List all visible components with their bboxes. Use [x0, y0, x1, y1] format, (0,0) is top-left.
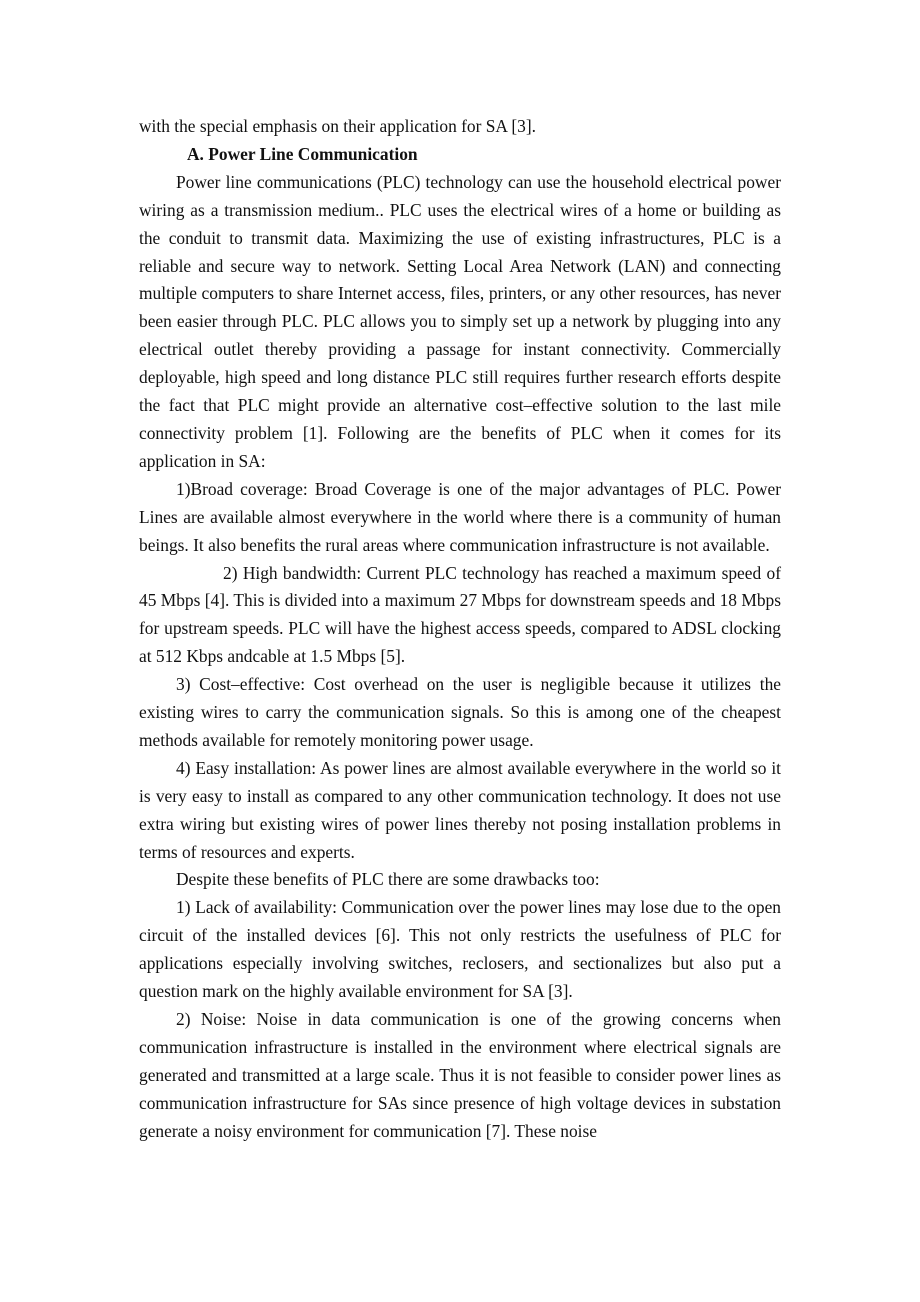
- benefit-broad-coverage: 1)Broad coverage: Broad Coverage is one of the major advantages of PLC. Power Lines are available almost everywhere in the world where there is a community of human beings. It also benefits the rural areas where communication infrastructure is not available.: [139, 478, 781, 555]
- drawbacks-intro: Despite these benefits of PLC there are some drawbacks too:: [176, 869, 600, 890]
- intro-paragraph: Power line communications (PLC) technology can use the household electrical power wiring as a transmission medium.. PLC uses the electrical wires of a home or building as the conduit to transmit data. Maximizing the use of existing infrastructures, PLC is a reliable and secure way to network. Setting Local Area Network (LAN) and connecting multiple computers to share Internet access, files, printers, or any other resources, has never been easier through PLC. PLC allows you to simply set up a network by plugging into any electrical outlet thereby providing a passage for instant connectivity. Commercially deployable, high speed and long distance PLC still requires further research efforts despite the fact that PLC might provide an alternative cost–effective solution to the last mile connectivity problem [1]. Following are the benefits of PLC when it comes for its application in SA:: [139, 171, 781, 471]
- section-heading: A. Power Line Communication: [187, 143, 418, 164]
- drawback-noise: 2) Noise: Noise in data communication is one of the growing concerns when communication infrastructure is installed in the environment where electrical signals are generated and transmitted at a large scale. Thus it is not feasible to consider power lines as communication infrastructure for SAs since presence of high voltage devices in substation generate a noisy environment for communication [7]. These noise: [139, 1009, 781, 1141]
- benefit-high-bandwidth: 2) High bandwidth: Current PLC technology has reached a maximum speed of 45 Mbps [4]. This is divided into a maximum 27 Mbps for downstream speeds and 18 Mbps for upstream speeds. PLC will have the highest access speeds, compared to ADSL clocking at 512 Kbps andcable at 1.5 Mbps [5].: [139, 562, 781, 667]
- continuation-text: with the special emphasis on their application for SA [3].: [139, 116, 536, 136]
- document-page: [139, 113, 781, 1146]
- drawback-lack-of-availability: 1) Lack of availability: Communication over the power lines may lose due to the open circuit of the installed devices [6]. This not only restricts the usefulness of PLC for applications especially involving switches, reclosers, and sectionalizes but also put a question mark on the highly available environment for SA [3].: [139, 897, 781, 1002]
- benefit-easy-installation: 4) Easy installation: As power lines are almost available everywhere in the world so it is very easy to install as compared to any other communication technology. It does not use extra wiring but existing wires of power lines thereby not posing installation problems in terms of resources and experts.: [139, 757, 781, 862]
- benefit-cost-effective: 3) Cost–effective: Cost overhead on the user is negligible because it utilizes the existing wires to carry the communication signals. So this is among one of the cheapest methods available for remotely monitoring power usage.: [139, 674, 781, 750]
